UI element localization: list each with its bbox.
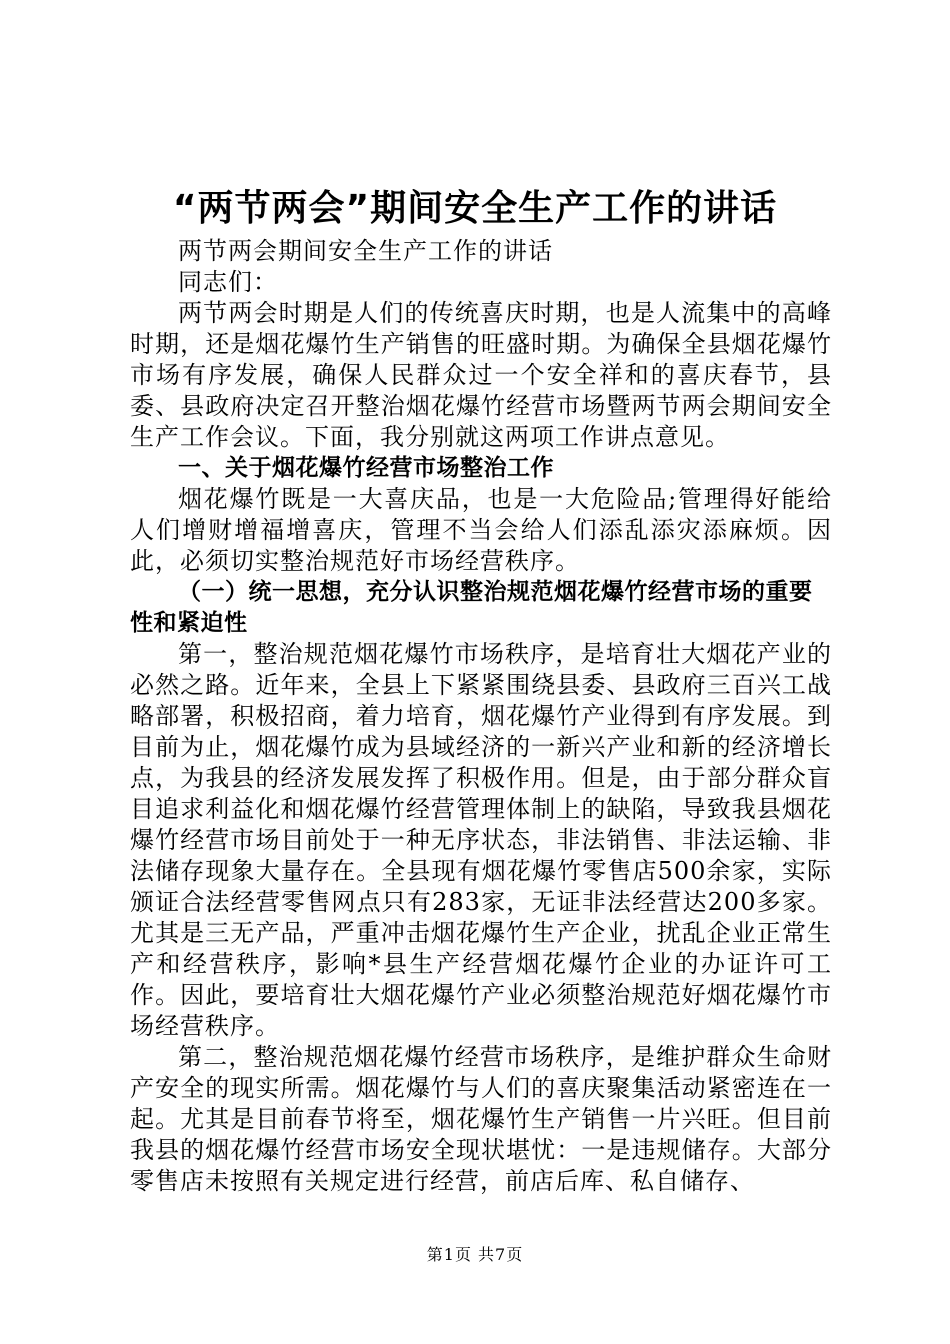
subsection-heading-1: （一）统一思想，充分认识整治规范烟花爆竹经营市场的重要性和紧迫性	[130, 579, 813, 636]
page-footer: 第1页 共7页	[426, 1245, 524, 1264]
paragraph-first-point: 第一，整治规范烟花爆竹市场秩序，是培育壮大烟花产业的必然之路。近年来，全县上下紧紧围绕县委、县政府三百兴工战略部署，积极招商，着力培育，烟花爆竹产业得到有序发展。到目前为止，烟花爆竹成为县域经济的一新兴产业和新的经济增长点，为我县的经济发展发挥了积极作用。但是，由于部分群众盲目追求利益化和烟花爆竹经营管理体制上的缺陷，导致我县烟花爆竹经营市场目前处于一种无序状态，非法销售、非法运输、非法储存现象大量存在。全县现有烟花爆竹零售店500余家，实际颁证合法经营零售网点只有283家，无证非法经营达200多家。尤其是三无产品，严重冲击烟花爆竹生产企业，扰乱企业正常生产和经营秩序，影响*县生产经营烟花爆竹企业的办证许可工作。因此，要培育壮大烟花爆竹产业必须整治规范好烟花爆竹市场经营秩序。	[130, 640, 832, 1040]
paragraph-section-1-intro: 烟花爆竹既是一大喜庆品，也是一大危险品;管理得好能给人们增财增福增喜庆，管理不当会给人们添乱添灾添麻烦。因此，必须切实整治规范好市场经营秩序。	[130, 485, 832, 575]
paragraph-intro: 两节两会时期是人们的传统喜庆时期，也是人流集中的高峰时期，还是烟花爆竹生产销售的旺盛时期。为确保全县烟花爆竹市场有序发展，确保人民群众过一个安全祥和的喜庆春节，县委、县政府决定召开整治烟花爆竹经营市场暨两节两会期间安全生产工作会议。下面，我分别就这两项工作讲点意见。	[130, 299, 832, 451]
paragraph-subtitle: 两节两会期间安全生产工作的讲话	[178, 237, 553, 265]
document-body	[130, 236, 832, 1197]
paragraph-second-point: 第二，整治规范烟花爆竹经营市场秩序，是维护群众生命财产安全的现实所需。烟花爆竹与人们的喜庆聚集活动紧密连在一起。尤其是目前春节将至，烟花爆竹生产销售一片兴旺。但目前我县的烟花爆竹经营市场安全现状堪忧：一是违规储存。大部分零售店未按照有关规定进行经营，前店后库、私自储存、	[130, 1043, 832, 1195]
section-heading-1: 一、关于烟花爆竹经营市场整治工作	[178, 455, 554, 481]
document-title: “两节两会”期间安全生产工作的讲话	[172, 188, 778, 229]
paragraph-salutation: 同志们：	[178, 268, 278, 296]
